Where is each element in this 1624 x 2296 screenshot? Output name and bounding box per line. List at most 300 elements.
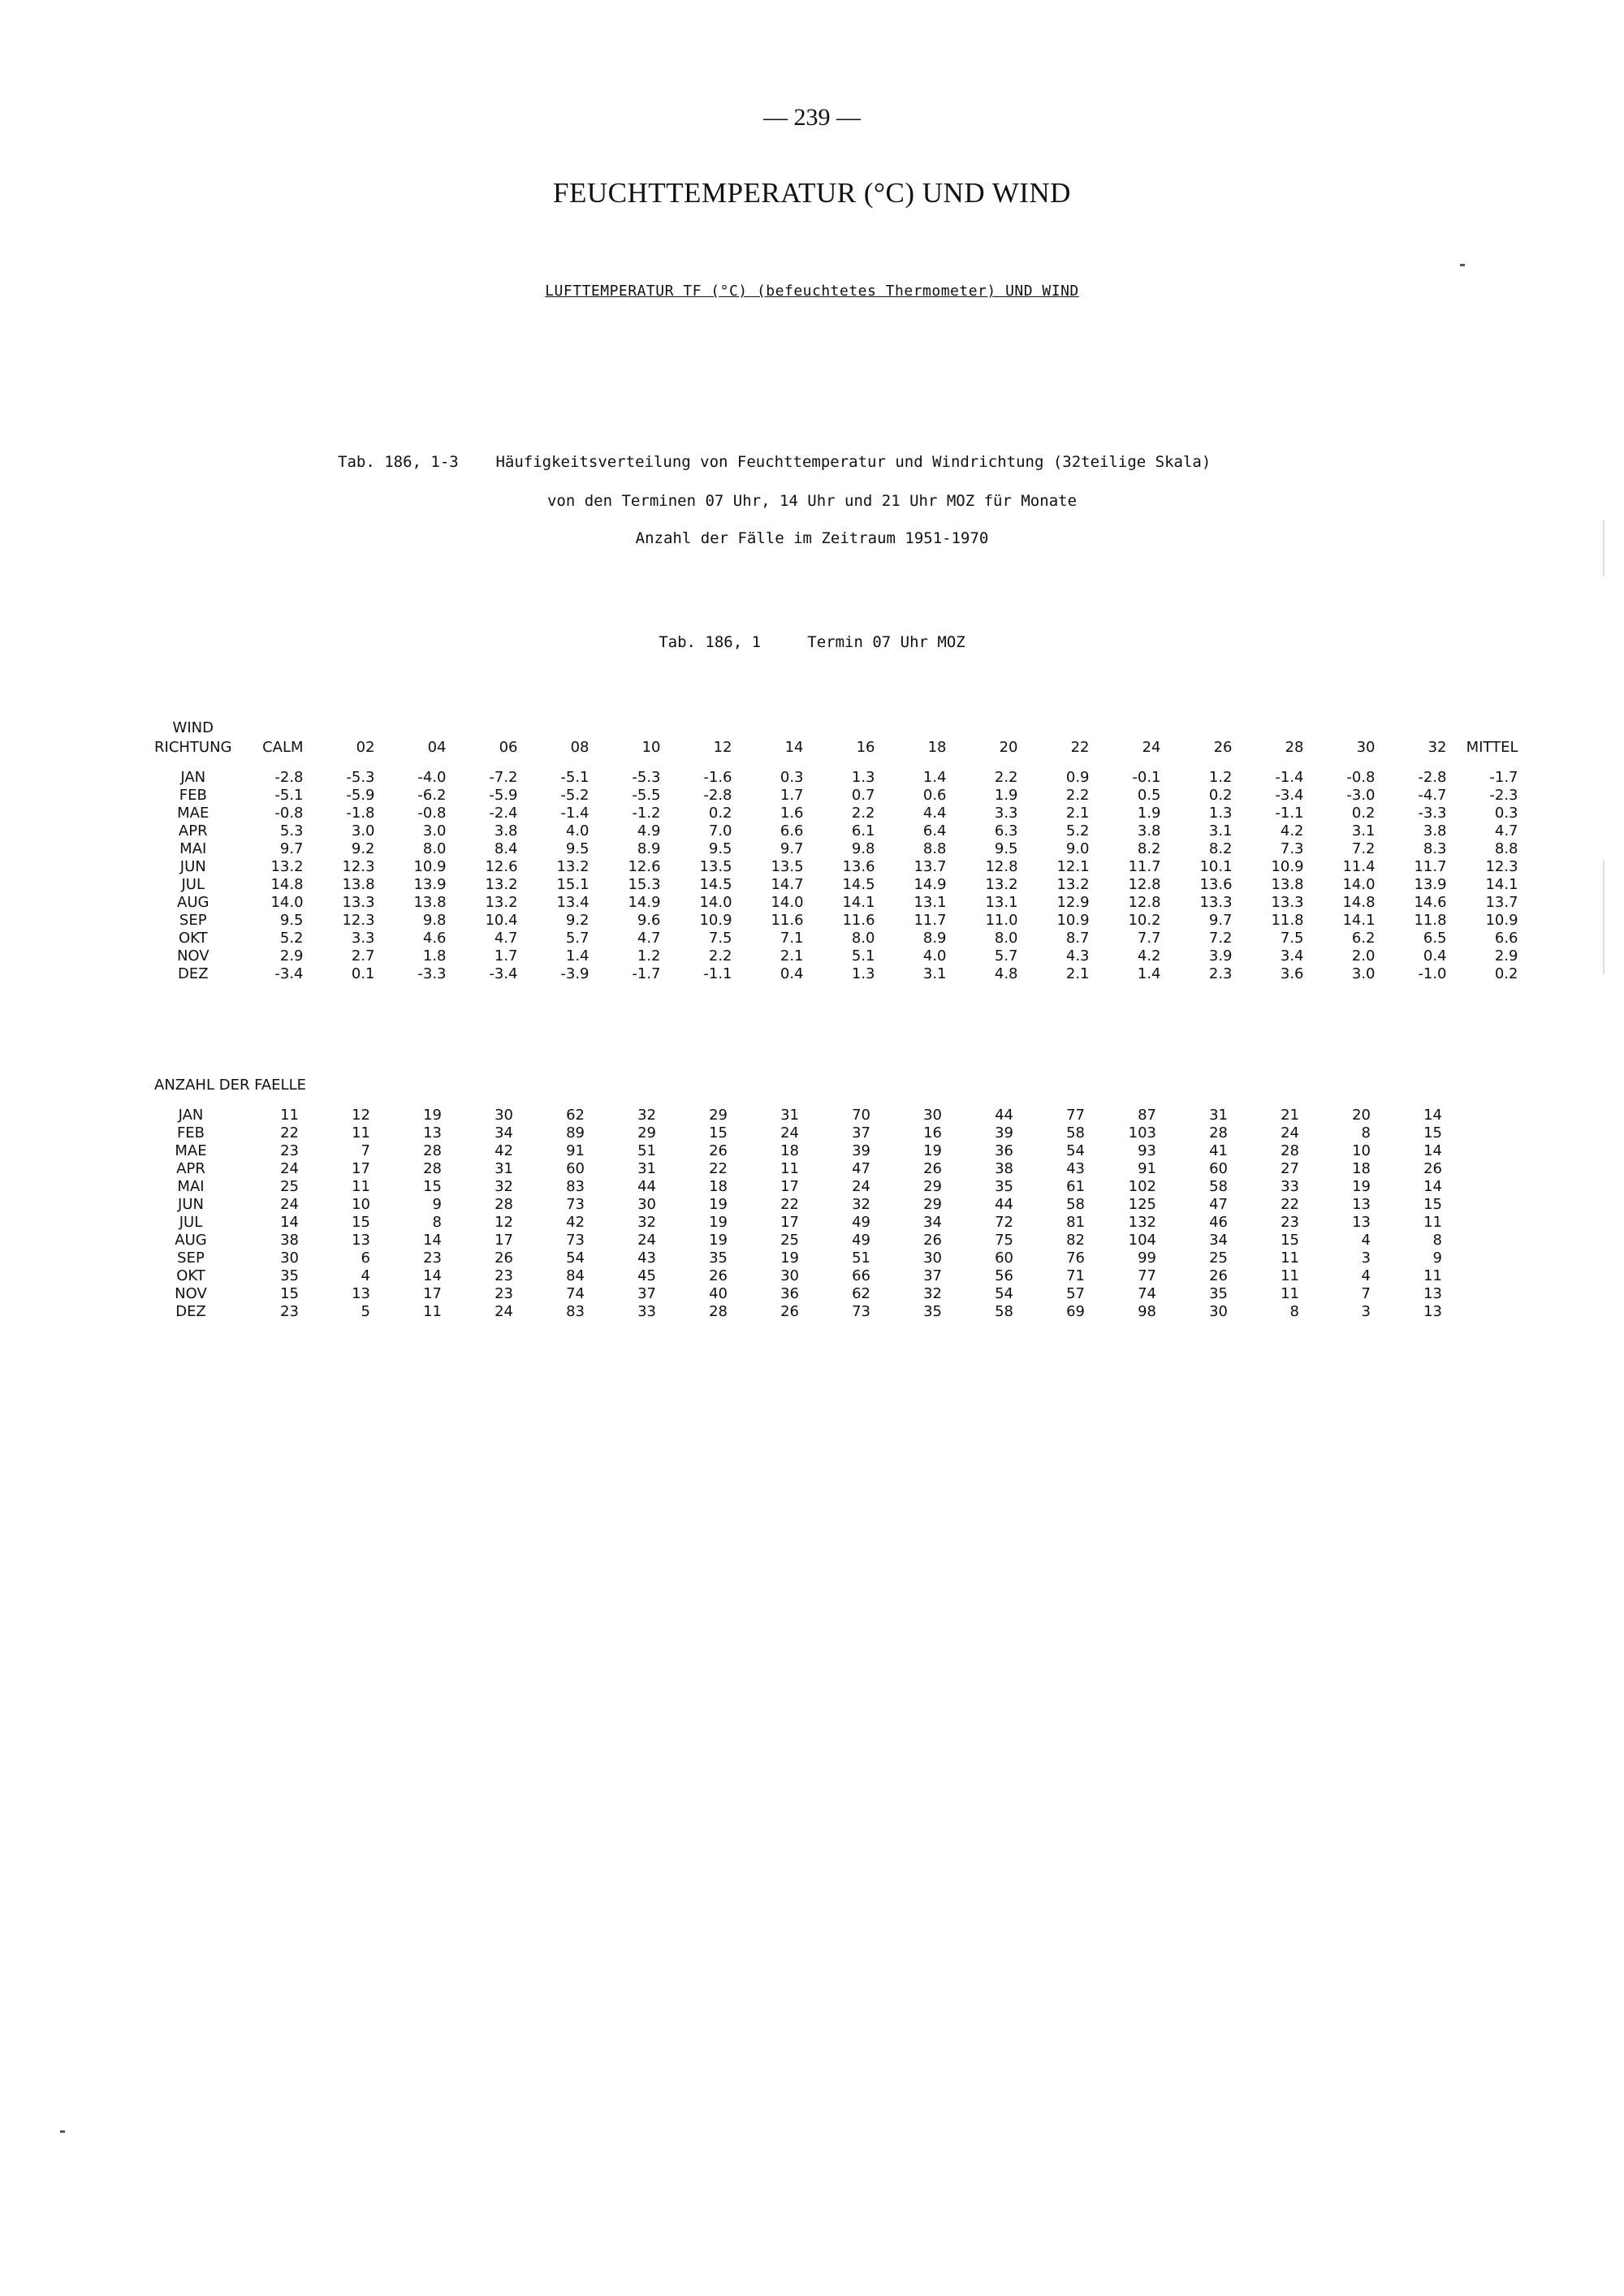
table-cell: 75 bbox=[995, 1232, 1013, 1249]
column-header: 30 bbox=[1356, 739, 1376, 756]
table-cell: 13.5 bbox=[699, 858, 732, 875]
table-cell: 102 bbox=[1128, 1178, 1156, 1195]
table-cell: 51 bbox=[852, 1249, 870, 1267]
temperature-table bbox=[154, 719, 1518, 983]
table-cell: 17 bbox=[495, 1232, 513, 1249]
table-cell: 1.7 bbox=[494, 947, 518, 965]
table-cell: 14.1 bbox=[1485, 876, 1518, 893]
table-cell: -5.1 bbox=[274, 787, 304, 804]
table-cell: 10.4 bbox=[485, 912, 518, 929]
table-cell: -2.4 bbox=[489, 805, 518, 822]
column-header: 02 bbox=[356, 739, 375, 756]
table-cell: 24 bbox=[495, 1303, 513, 1320]
table-cell: 14.0 bbox=[699, 894, 732, 911]
table-cell: 1.4 bbox=[565, 947, 590, 965]
column-header: 26 bbox=[1213, 739, 1233, 756]
table-cell: 82 bbox=[1066, 1232, 1085, 1249]
table-cell: 14.7 bbox=[771, 876, 804, 893]
table-cell: 32 bbox=[637, 1214, 656, 1231]
table-cell: 26 bbox=[709, 1267, 728, 1284]
table-cell: 13.3 bbox=[1199, 894, 1233, 911]
row-label-month: MAI bbox=[179, 840, 207, 857]
table-cell: 13.2 bbox=[485, 876, 518, 893]
row-label-month: MAE bbox=[177, 805, 209, 822]
table-cell: 14.0 bbox=[270, 894, 304, 911]
table-cell: 18 bbox=[1352, 1160, 1371, 1177]
table-cell: 14 bbox=[1423, 1178, 1442, 1195]
table-cell: 1.9 bbox=[994, 787, 1018, 804]
table-row bbox=[154, 930, 1518, 947]
table-cell: 5.7 bbox=[994, 947, 1018, 965]
table-cell: -0.1 bbox=[1132, 769, 1161, 786]
table-cell: 26 bbox=[709, 1142, 728, 1159]
table-cell: 2.2 bbox=[994, 769, 1018, 786]
table-cell: -1.7 bbox=[632, 965, 661, 982]
table-cell: 28 bbox=[495, 1196, 513, 1213]
table-cell: 8 bbox=[1432, 1232, 1442, 1249]
table-cell: 8 bbox=[1289, 1303, 1299, 1320]
table-row bbox=[154, 947, 1518, 965]
table-cell: 11 bbox=[1281, 1267, 1299, 1284]
table-cell: 44 bbox=[995, 1196, 1013, 1213]
table-cell: 17 bbox=[352, 1160, 370, 1177]
row-label-month: FEB bbox=[179, 787, 207, 804]
table-cell: 132 bbox=[1128, 1214, 1156, 1231]
table-cell: 22 bbox=[1281, 1196, 1299, 1213]
table-cell: 34 bbox=[923, 1214, 942, 1231]
table-cell: 57 bbox=[1066, 1285, 1085, 1302]
table-cell: 104 bbox=[1128, 1232, 1156, 1249]
table-cell: 10 bbox=[352, 1196, 370, 1213]
table-cell: 0.6 bbox=[922, 787, 947, 804]
table-cell: 25 bbox=[280, 1178, 299, 1195]
table-row bbox=[154, 1285, 1442, 1303]
header-row bbox=[154, 1076, 1442, 1095]
table-cell: 30 bbox=[280, 1249, 299, 1267]
table-cell: -0.8 bbox=[1346, 769, 1376, 786]
table-cell: 6.5 bbox=[1423, 930, 1447, 947]
table-cell: 76 bbox=[1066, 1249, 1085, 1267]
row-label-month: SEP bbox=[177, 1249, 205, 1267]
table-cell: 10.1 bbox=[1199, 858, 1233, 875]
table-cell: 17 bbox=[423, 1285, 442, 1302]
table-cell: 15.3 bbox=[628, 876, 661, 893]
table-cell: 14.0 bbox=[771, 894, 804, 911]
table-cell: -1.4 bbox=[560, 805, 590, 822]
table-cell: 2.9 bbox=[1494, 947, 1518, 965]
table-cell: 12.1 bbox=[1056, 858, 1090, 875]
table-cell: 69 bbox=[1066, 1303, 1085, 1320]
table-cell: 87 bbox=[1138, 1107, 1156, 1124]
table-cell: 36 bbox=[995, 1142, 1013, 1159]
table-cell: 58 bbox=[1066, 1196, 1085, 1213]
table-row bbox=[154, 1160, 1442, 1178]
table-cell: 1.3 bbox=[851, 769, 875, 786]
table-cell: 8.2 bbox=[1137, 840, 1161, 857]
scan-edge-mark bbox=[1603, 861, 1605, 974]
table-cell: 0.9 bbox=[1065, 769, 1090, 786]
table-cell: 12.8 bbox=[1128, 876, 1161, 893]
row-label-month: APR bbox=[178, 822, 208, 839]
table-cell: 83 bbox=[566, 1303, 585, 1320]
table-caption-line1 bbox=[338, 453, 1211, 471]
table-cell: 7.7 bbox=[1137, 930, 1161, 947]
table-cell: 4.8 bbox=[994, 965, 1018, 982]
table-cell: 33 bbox=[1281, 1178, 1299, 1195]
table-cell: -3.3 bbox=[417, 965, 447, 982]
table-cell: 2.1 bbox=[1065, 805, 1090, 822]
table-row bbox=[154, 965, 1518, 983]
table-cell: 14.8 bbox=[1342, 894, 1376, 911]
table-cell: 29 bbox=[709, 1107, 728, 1124]
table-cell: 62 bbox=[852, 1285, 870, 1302]
table-cell: 12.6 bbox=[628, 858, 661, 875]
table-cell: 77 bbox=[1066, 1107, 1085, 1124]
column-header-richtung: RICHTUNG bbox=[154, 739, 232, 756]
table-cell: -3.4 bbox=[274, 965, 304, 982]
table-cell: 13.5 bbox=[771, 858, 804, 875]
row-label-month: NOV bbox=[175, 1285, 207, 1302]
table-row bbox=[154, 1178, 1442, 1196]
table-cell: 3.3 bbox=[994, 805, 1018, 822]
table-cell: 14.5 bbox=[699, 876, 732, 893]
table-cell: 10.9 bbox=[1485, 912, 1518, 929]
table-cell: 8.9 bbox=[922, 930, 947, 947]
table-cell: 42 bbox=[495, 1142, 513, 1159]
table-cell: 14.5 bbox=[842, 876, 875, 893]
table-cell: 10.9 bbox=[699, 912, 732, 929]
table-cell: 5.1 bbox=[851, 947, 875, 965]
table-cell: 32 bbox=[852, 1196, 870, 1213]
table-row bbox=[154, 876, 1518, 894]
column-header: 12 bbox=[713, 739, 732, 756]
table-cell: 1.4 bbox=[922, 769, 947, 786]
table-cell: 38 bbox=[995, 1160, 1013, 1177]
table-cell: -5.9 bbox=[346, 787, 375, 804]
table-cell: 28 bbox=[1281, 1142, 1299, 1159]
table-cell: 11 bbox=[780, 1160, 799, 1177]
table-cell: 9.2 bbox=[565, 912, 590, 929]
row-label-month: DEZ bbox=[177, 965, 209, 982]
table-cell: -1.2 bbox=[632, 805, 661, 822]
subtable-termin: Termin 07 Uhr MOZ bbox=[807, 633, 965, 651]
table-cell: 14.9 bbox=[628, 894, 661, 911]
column-header: 14 bbox=[784, 739, 804, 756]
table-cell: 13.1 bbox=[914, 894, 947, 911]
table-cell: 28 bbox=[1209, 1124, 1228, 1142]
row-label-month: AUG bbox=[177, 894, 209, 911]
table-cell: 26 bbox=[923, 1160, 942, 1177]
table-cell: 13.3 bbox=[1271, 894, 1304, 911]
table-row bbox=[154, 894, 1518, 912]
table-cell: -1.6 bbox=[703, 769, 732, 786]
column-header: 28 bbox=[1285, 739, 1304, 756]
table-cell: 0.2 bbox=[1494, 965, 1518, 982]
table-cell: 12.8 bbox=[985, 858, 1018, 875]
table-cell: 58 bbox=[1066, 1124, 1085, 1142]
table-cell: 11 bbox=[1281, 1249, 1299, 1267]
table-cell: 99 bbox=[1138, 1249, 1156, 1267]
table-cell: 73 bbox=[852, 1303, 870, 1320]
scan-edge-mark bbox=[1603, 520, 1605, 576]
table-cell: 20 bbox=[1352, 1107, 1371, 1124]
table-cell: 15 bbox=[352, 1214, 370, 1231]
table-cell: 7.2 bbox=[1208, 930, 1233, 947]
table-cell: 14.1 bbox=[842, 894, 875, 911]
table-cell: -0.8 bbox=[274, 805, 304, 822]
table-cell: 13.9 bbox=[413, 876, 447, 893]
table-cell: 32 bbox=[495, 1178, 513, 1195]
table-cell: 4.4 bbox=[922, 805, 947, 822]
table-cell: 22 bbox=[280, 1124, 299, 1142]
table-cell: 1.7 bbox=[780, 787, 804, 804]
table-row bbox=[154, 822, 1518, 840]
column-header: 18 bbox=[927, 739, 947, 756]
table-cell: 34 bbox=[495, 1124, 513, 1142]
table-cell: 1.6 bbox=[780, 805, 804, 822]
row-label-month: FEB bbox=[176, 1124, 205, 1142]
table-cell: 3.8 bbox=[1137, 822, 1161, 839]
table-cell: 9.7 bbox=[279, 840, 304, 857]
table-cell: 22 bbox=[709, 1160, 728, 1177]
table-cell: 14 bbox=[423, 1232, 442, 1249]
table-row bbox=[154, 1267, 1442, 1285]
table-cell: 9 bbox=[1432, 1249, 1442, 1267]
table-cell: 2.7 bbox=[351, 947, 375, 965]
table-cell: 30 bbox=[780, 1267, 799, 1284]
table-cell: 2.1 bbox=[780, 947, 804, 965]
table-cell: 3.4 bbox=[1280, 947, 1304, 965]
table-cell: 2.0 bbox=[1351, 947, 1376, 965]
row-label-month: SEP bbox=[179, 912, 207, 929]
table-cell: 14 bbox=[1423, 1142, 1442, 1159]
table-cell: 58 bbox=[1209, 1178, 1228, 1195]
row-label-month: JAN bbox=[180, 769, 206, 786]
table-cell: 4 bbox=[1361, 1232, 1371, 1249]
table-cell: 15 bbox=[1423, 1196, 1442, 1213]
table-cell: 12.3 bbox=[342, 858, 375, 875]
table-cell: 25 bbox=[780, 1232, 799, 1249]
table-cell: 8 bbox=[1361, 1124, 1371, 1142]
table-cell: 14.8 bbox=[270, 876, 304, 893]
column-header: 16 bbox=[856, 739, 875, 756]
table-caption-line2: von den Terminen 07 Uhr, 14 Uhr und 21 Uhr MOZ für Monate bbox=[546, 492, 1078, 510]
table-cell: 3.1 bbox=[922, 965, 947, 982]
table-cell: 37 bbox=[852, 1124, 870, 1142]
table-cell: 4.2 bbox=[1280, 822, 1304, 839]
table-cell: 8.8 bbox=[1494, 840, 1518, 857]
table-cell: -5.1 bbox=[560, 769, 590, 786]
table-cell: 4.6 bbox=[422, 930, 447, 947]
table-cell: -3.4 bbox=[1275, 787, 1304, 804]
table-cell: 47 bbox=[852, 1160, 870, 1177]
table-cell: 125 bbox=[1128, 1196, 1156, 1213]
row-label-month: JUL bbox=[181, 876, 205, 893]
table-row bbox=[154, 1196, 1442, 1214]
table-cell: 13 bbox=[352, 1285, 370, 1302]
column-header: 32 bbox=[1427, 739, 1447, 756]
table-cell: 91 bbox=[1138, 1160, 1156, 1177]
table-cell: 6.4 bbox=[922, 822, 947, 839]
table-cell: 15 bbox=[709, 1124, 728, 1142]
table-cell: 14 bbox=[423, 1267, 442, 1284]
table-cell: 9 bbox=[432, 1196, 442, 1213]
table-cell: 13 bbox=[1352, 1214, 1371, 1231]
row-label-month: JUL bbox=[179, 1214, 203, 1231]
table-cell: 19 bbox=[780, 1249, 799, 1267]
table-cell: 0.4 bbox=[780, 965, 804, 982]
table-cell: 13 bbox=[423, 1124, 442, 1142]
table-cell: 91 bbox=[566, 1142, 585, 1159]
table-cell: 44 bbox=[995, 1107, 1013, 1124]
table-cell: 24 bbox=[1281, 1124, 1299, 1142]
table-cell: 8.4 bbox=[494, 840, 518, 857]
table-cell: -1.1 bbox=[703, 965, 732, 982]
table-cell: 22 bbox=[780, 1196, 799, 1213]
row-label-month: DEZ bbox=[175, 1303, 206, 1320]
table-cell: 2.1 bbox=[1065, 965, 1090, 982]
table-cell: 26 bbox=[495, 1249, 513, 1267]
table-cell: 44 bbox=[637, 1178, 656, 1195]
table-cell: 7 bbox=[361, 1142, 370, 1159]
table-cell: 26 bbox=[1423, 1160, 1442, 1177]
table-cell: -5.3 bbox=[346, 769, 375, 786]
table-cell: 23 bbox=[423, 1249, 442, 1267]
table-cell: 12 bbox=[495, 1214, 513, 1231]
header-row bbox=[154, 719, 1518, 738]
column-header: 20 bbox=[999, 739, 1018, 756]
table-cell: 10 bbox=[1352, 1142, 1371, 1159]
table-cell: 0.3 bbox=[780, 769, 804, 786]
table-cell: 0.2 bbox=[1351, 805, 1376, 822]
table-cell: 0.2 bbox=[1208, 787, 1233, 804]
table-cell: 11 bbox=[1423, 1214, 1442, 1231]
table-cell: 36 bbox=[780, 1285, 799, 1302]
table-cell: 10.2 bbox=[1128, 912, 1161, 929]
table-cell: 23 bbox=[495, 1267, 513, 1284]
table-cell: 12.6 bbox=[485, 858, 518, 875]
column-header: 04 bbox=[427, 739, 447, 756]
table-cell: 23 bbox=[1281, 1214, 1299, 1231]
table-cell: 6 bbox=[361, 1249, 370, 1267]
table-row bbox=[154, 769, 1518, 787]
table-cell: -4.7 bbox=[1418, 787, 1447, 804]
table-cell: 28 bbox=[423, 1142, 442, 1159]
page-title: FEUCHTTEMPERATUR (°C) UND WIND bbox=[553, 177, 1071, 209]
table-cell: 32 bbox=[637, 1107, 656, 1124]
table-cell: 7 bbox=[1361, 1285, 1371, 1302]
table-cell: 3.8 bbox=[1423, 822, 1447, 839]
table-cell: 6.6 bbox=[1494, 930, 1518, 947]
row-label-month: OKT bbox=[176, 1267, 205, 1284]
table-cell: 1.3 bbox=[1208, 805, 1233, 822]
count-table bbox=[154, 1076, 1442, 1321]
table-cell: 27 bbox=[1281, 1160, 1299, 1177]
table-cell: 35 bbox=[280, 1267, 299, 1284]
table-cell: 11.7 bbox=[1414, 858, 1447, 875]
table-cell: 0.2 bbox=[708, 805, 732, 822]
table-cell: 9.5 bbox=[565, 840, 590, 857]
table-cell: 17 bbox=[780, 1178, 799, 1195]
table-cell: 30 bbox=[495, 1107, 513, 1124]
table-cell: 4 bbox=[361, 1267, 370, 1284]
table-cell: 15 bbox=[1423, 1124, 1442, 1142]
table-cell: -7.2 bbox=[489, 769, 518, 786]
table-cell: 18 bbox=[709, 1178, 728, 1195]
table-cell: 3.8 bbox=[494, 822, 518, 839]
table-cell: 19 bbox=[709, 1196, 728, 1213]
table-caption-line3: Anzahl der Fälle im Zeitraum 1951-1970 bbox=[635, 529, 989, 547]
table-cell: 98 bbox=[1138, 1303, 1156, 1320]
table-cell: 12.9 bbox=[1056, 894, 1090, 911]
table-row bbox=[154, 805, 1518, 822]
table-row bbox=[154, 787, 1518, 805]
row-label-month: JUN bbox=[179, 858, 206, 875]
table-cell: 34 bbox=[1209, 1232, 1228, 1249]
column-header-wind: WIND bbox=[172, 719, 214, 736]
table-cell: 13.6 bbox=[842, 858, 875, 875]
table-cell: 39 bbox=[995, 1124, 1013, 1142]
table-cell: 10.9 bbox=[1056, 912, 1090, 929]
row-label-month: MAI bbox=[177, 1178, 205, 1195]
table-cell: 93 bbox=[1138, 1142, 1156, 1159]
table-cell: 25 bbox=[1209, 1249, 1228, 1267]
table-cell: 8.0 bbox=[994, 930, 1018, 947]
table-cell: -3.9 bbox=[560, 965, 590, 982]
table-cell: 2.2 bbox=[1065, 787, 1090, 804]
table-cell: 6.3 bbox=[994, 822, 1018, 839]
table-cell: 9.2 bbox=[351, 840, 375, 857]
table-cell: 7.0 bbox=[708, 822, 732, 839]
table-cell: -5.5 bbox=[632, 787, 661, 804]
table-cell: 33 bbox=[637, 1303, 656, 1320]
table-cell: 43 bbox=[1066, 1160, 1085, 1177]
table-cell: 1.9 bbox=[1137, 805, 1161, 822]
table-cell: 2.2 bbox=[708, 947, 732, 965]
table-cell: 28 bbox=[709, 1303, 728, 1320]
table-cell: 4.2 bbox=[1137, 947, 1161, 965]
table-cell: 0.7 bbox=[851, 787, 875, 804]
table-cell: 60 bbox=[1209, 1160, 1228, 1177]
table-cell: 73 bbox=[566, 1196, 585, 1213]
table-cell: 21 bbox=[1281, 1107, 1299, 1124]
table-cell: 14.9 bbox=[914, 876, 947, 893]
table-cell: 13 bbox=[1423, 1303, 1442, 1320]
table-reference: Tab. 186, 1-3 bbox=[338, 453, 459, 471]
table-cell: 11.4 bbox=[1342, 858, 1376, 875]
table-cell: 11.8 bbox=[1414, 912, 1447, 929]
table-cell: 16 bbox=[923, 1124, 942, 1142]
table-cell: 13.7 bbox=[1485, 894, 1518, 911]
table-cell: 11 bbox=[352, 1124, 370, 1142]
table-cell: 23 bbox=[280, 1142, 299, 1159]
table-cell: 19 bbox=[923, 1142, 942, 1159]
table-cell: 24 bbox=[280, 1196, 299, 1213]
table-row bbox=[154, 840, 1518, 858]
table-cell: 35 bbox=[709, 1249, 728, 1267]
spacer-row bbox=[154, 757, 1518, 769]
table-cell: 9.5 bbox=[708, 840, 732, 857]
table-cell: -1.8 bbox=[346, 805, 375, 822]
table-cell: 81 bbox=[1066, 1214, 1085, 1231]
table-cell: 49 bbox=[852, 1214, 870, 1231]
table-cell: 14.1 bbox=[1342, 912, 1376, 929]
row-label-month: OKT bbox=[178, 930, 208, 947]
table-cell: 15 bbox=[423, 1178, 442, 1195]
table-cell: 11.6 bbox=[842, 912, 875, 929]
table-cell: 49 bbox=[852, 1232, 870, 1249]
table-cell: -0.8 bbox=[417, 805, 447, 822]
